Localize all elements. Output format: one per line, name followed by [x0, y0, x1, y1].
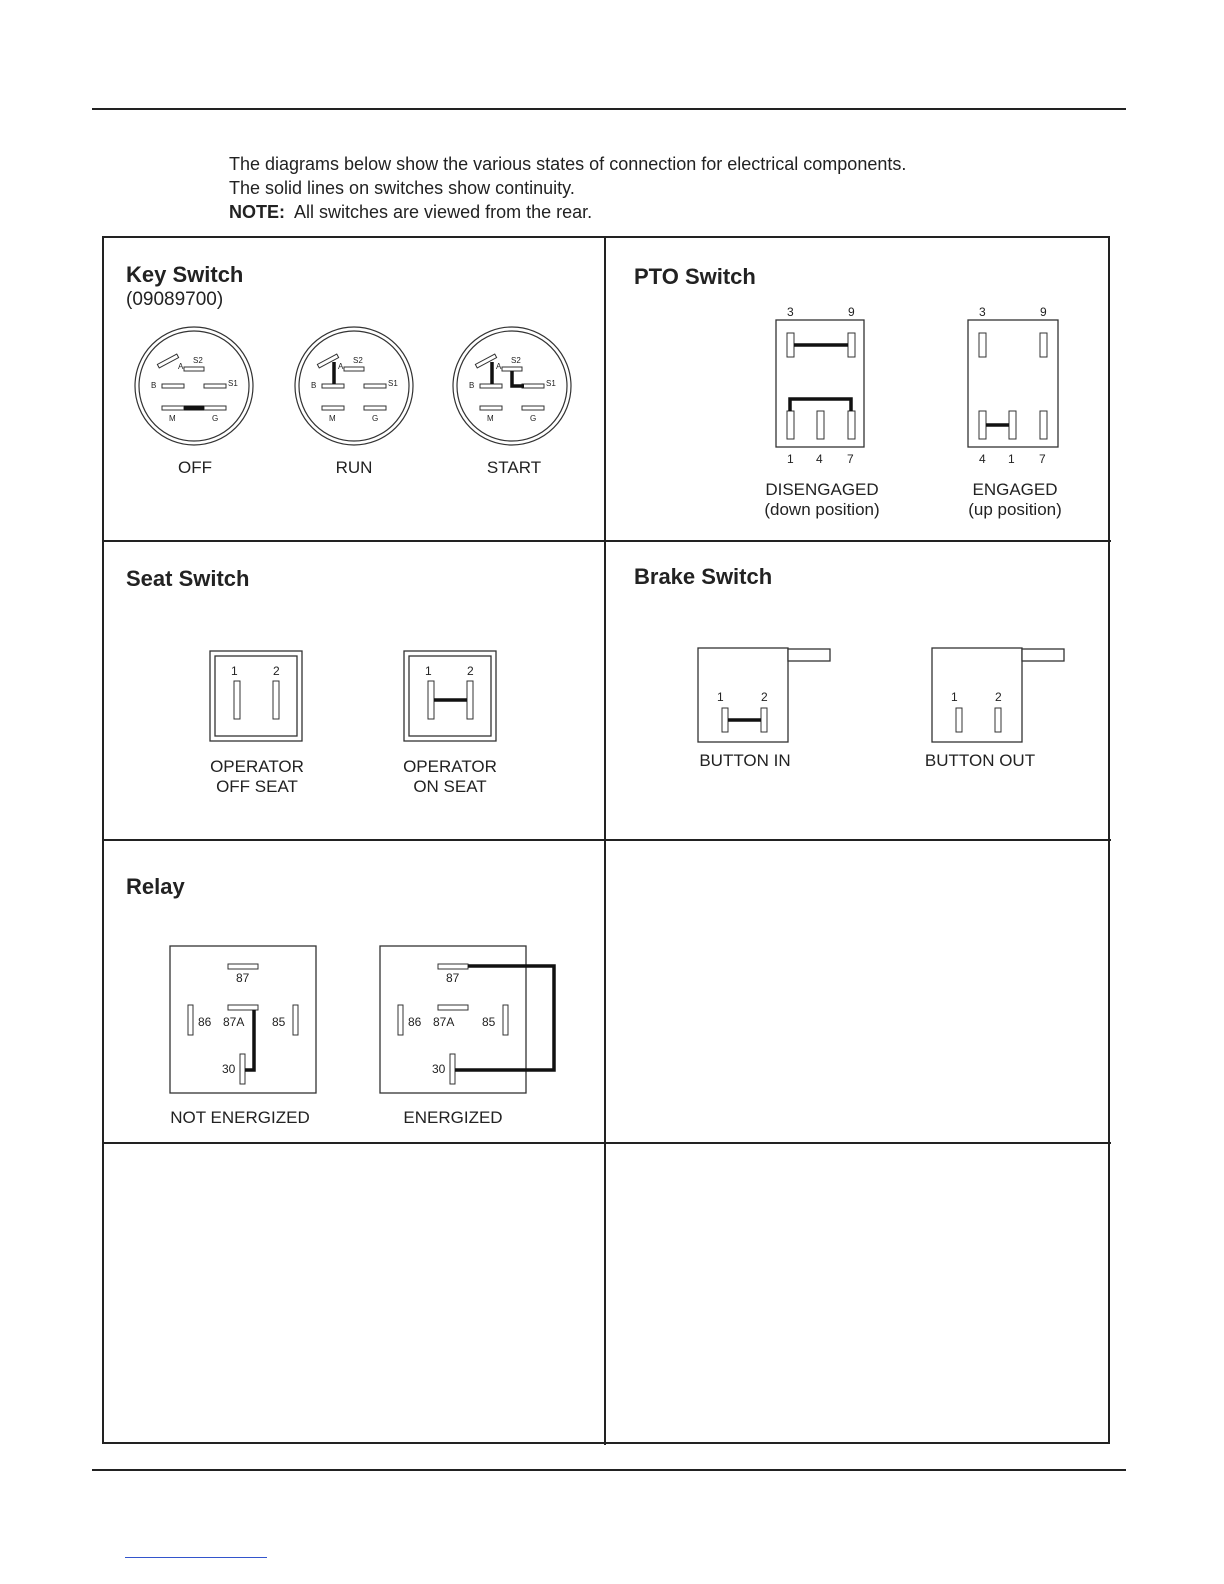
- svg-text:M: M: [329, 414, 336, 423]
- label-G: G: [212, 414, 219, 423]
- intro-text: [229, 152, 906, 224]
- terminal-S1: [204, 384, 226, 388]
- pto-switch-title: PTO Switch: [634, 264, 756, 289]
- svg-text:87A: 87A: [433, 1015, 455, 1029]
- svg-text:87: 87: [446, 971, 460, 985]
- terminal-M: [162, 406, 184, 410]
- seat-on-caption: OPERATOR ON SEAT: [403, 757, 497, 796]
- svg-text:1: 1: [787, 452, 794, 466]
- relay-title: Relay: [126, 874, 185, 899]
- svg-text:30: 30: [222, 1062, 236, 1076]
- brake-button-out: [932, 648, 1064, 742]
- svg-text:86: 86: [198, 1015, 212, 1029]
- svg-text:7: 7: [1039, 452, 1046, 466]
- continuity-1-7: [790, 399, 851, 411]
- svg-text:9: 9: [848, 305, 855, 319]
- footer-rule: [92, 1469, 1126, 1471]
- label-S1: S1: [228, 379, 238, 388]
- terminal-S2: [184, 367, 204, 371]
- svg-text:85: 85: [272, 1015, 286, 1029]
- seat-switch-off: [210, 651, 302, 741]
- intro-line-2: The solid lines on switches show continuity.: [229, 178, 575, 198]
- pto-disengaged-caption: DISENGAGED (down position): [764, 480, 880, 519]
- relay-not-energized-caption: NOT ENERGIZED: [170, 1108, 310, 1127]
- seat-switch-on: [404, 651, 496, 741]
- intro-line-1: The diagrams below show the various states of connection for electrical components.: [229, 154, 907, 174]
- svg-text:9: 9: [1040, 305, 1047, 319]
- brake-in-caption: BUTTON IN: [699, 751, 791, 770]
- terminal-A: [157, 354, 178, 368]
- svg-text:87A: 87A: [223, 1015, 245, 1029]
- svg-text:G: G: [530, 414, 537, 423]
- grid-divider-row-1: [102, 540, 1111, 542]
- relay-diagrams: [160, 938, 570, 1103]
- key-switch-run-caption: RUN: [335, 458, 373, 477]
- svg-text:1: 1: [425, 664, 432, 678]
- grid-divider-row-2: [102, 839, 1111, 841]
- brake-button-in: [698, 648, 830, 742]
- svg-text:2: 2: [273, 664, 280, 678]
- svg-text:S1: S1: [546, 379, 556, 388]
- footer-link-underline: [125, 1557, 267, 1558]
- svg-text:1: 1: [231, 664, 238, 678]
- note-text: All switches are viewed from the rear.: [294, 202, 593, 222]
- svg-text:1: 1: [951, 690, 958, 704]
- brake-switch-diagrams: [690, 640, 1080, 750]
- svg-text:1: 1: [1008, 452, 1015, 466]
- relay-energized: [380, 946, 554, 1093]
- svg-text:4: 4: [979, 452, 986, 466]
- svg-text:87: 87: [236, 971, 250, 985]
- terminal-G: [204, 406, 226, 410]
- svg-text:1: 1: [717, 690, 724, 704]
- brake-switch-title: Brake Switch: [634, 564, 773, 589]
- svg-text:G: G: [372, 414, 379, 423]
- svg-text:4: 4: [816, 452, 823, 466]
- continuity-30-87A: [245, 1010, 254, 1070]
- header-rule: [92, 108, 1126, 110]
- label-M: M: [169, 414, 176, 423]
- svg-text:30: 30: [432, 1062, 446, 1076]
- key-switch-run: [295, 327, 413, 445]
- pto-engaged: [968, 305, 1058, 466]
- key-switch-diagrams: [120, 320, 590, 480]
- key-switch-part-number: (09089700): [126, 289, 224, 310]
- pto-switch-diagrams: [760, 300, 1080, 470]
- relay-not-energized: [170, 946, 316, 1093]
- label-S2: S2: [193, 356, 203, 365]
- svg-text:M: M: [487, 414, 494, 423]
- svg-text:3: 3: [979, 305, 986, 319]
- svg-text:S2: S2: [353, 356, 363, 365]
- svg-text:B: B: [469, 381, 475, 390]
- key-switch-off-caption: OFF: [178, 458, 212, 477]
- svg-text:S1: S1: [388, 379, 398, 388]
- key-switch-off: [135, 327, 253, 445]
- svg-text:2: 2: [467, 664, 474, 678]
- svg-text:A: A: [338, 362, 344, 371]
- key-switch-start-caption: START: [486, 458, 542, 477]
- svg-text:B: B: [311, 381, 317, 390]
- key-switch-start: [453, 327, 571, 445]
- svg-text:A: A: [496, 362, 502, 371]
- seat-switch-diagrams: [200, 645, 510, 755]
- brake-out-caption: BUTTON OUT: [924, 751, 1036, 770]
- svg-text:S2: S2: [511, 356, 521, 365]
- seat-off-caption: OPERATOR OFF SEAT: [210, 757, 304, 796]
- note-label: NOTE:: [229, 202, 285, 222]
- label-B: B: [151, 381, 157, 390]
- pto-engaged-caption: ENGAGED (up position): [968, 480, 1062, 519]
- svg-text:2: 2: [761, 690, 768, 704]
- label-A: A: [178, 362, 184, 371]
- relay-energized-caption: ENERGIZED: [403, 1108, 503, 1127]
- key-switch-title: Key Switch: [126, 262, 244, 287]
- grid-divider-row-3: [102, 1142, 1111, 1144]
- svg-text:2: 2: [995, 690, 1002, 704]
- terminal-B: [162, 384, 184, 388]
- svg-text:86: 86: [408, 1015, 422, 1029]
- pto-disengaged: [776, 305, 864, 466]
- intro-note: [229, 200, 906, 224]
- svg-text:7: 7: [847, 452, 854, 466]
- svg-text:3: 3: [787, 305, 794, 319]
- seat-switch-title: Seat Switch: [126, 566, 250, 591]
- svg-text:85: 85: [482, 1015, 496, 1029]
